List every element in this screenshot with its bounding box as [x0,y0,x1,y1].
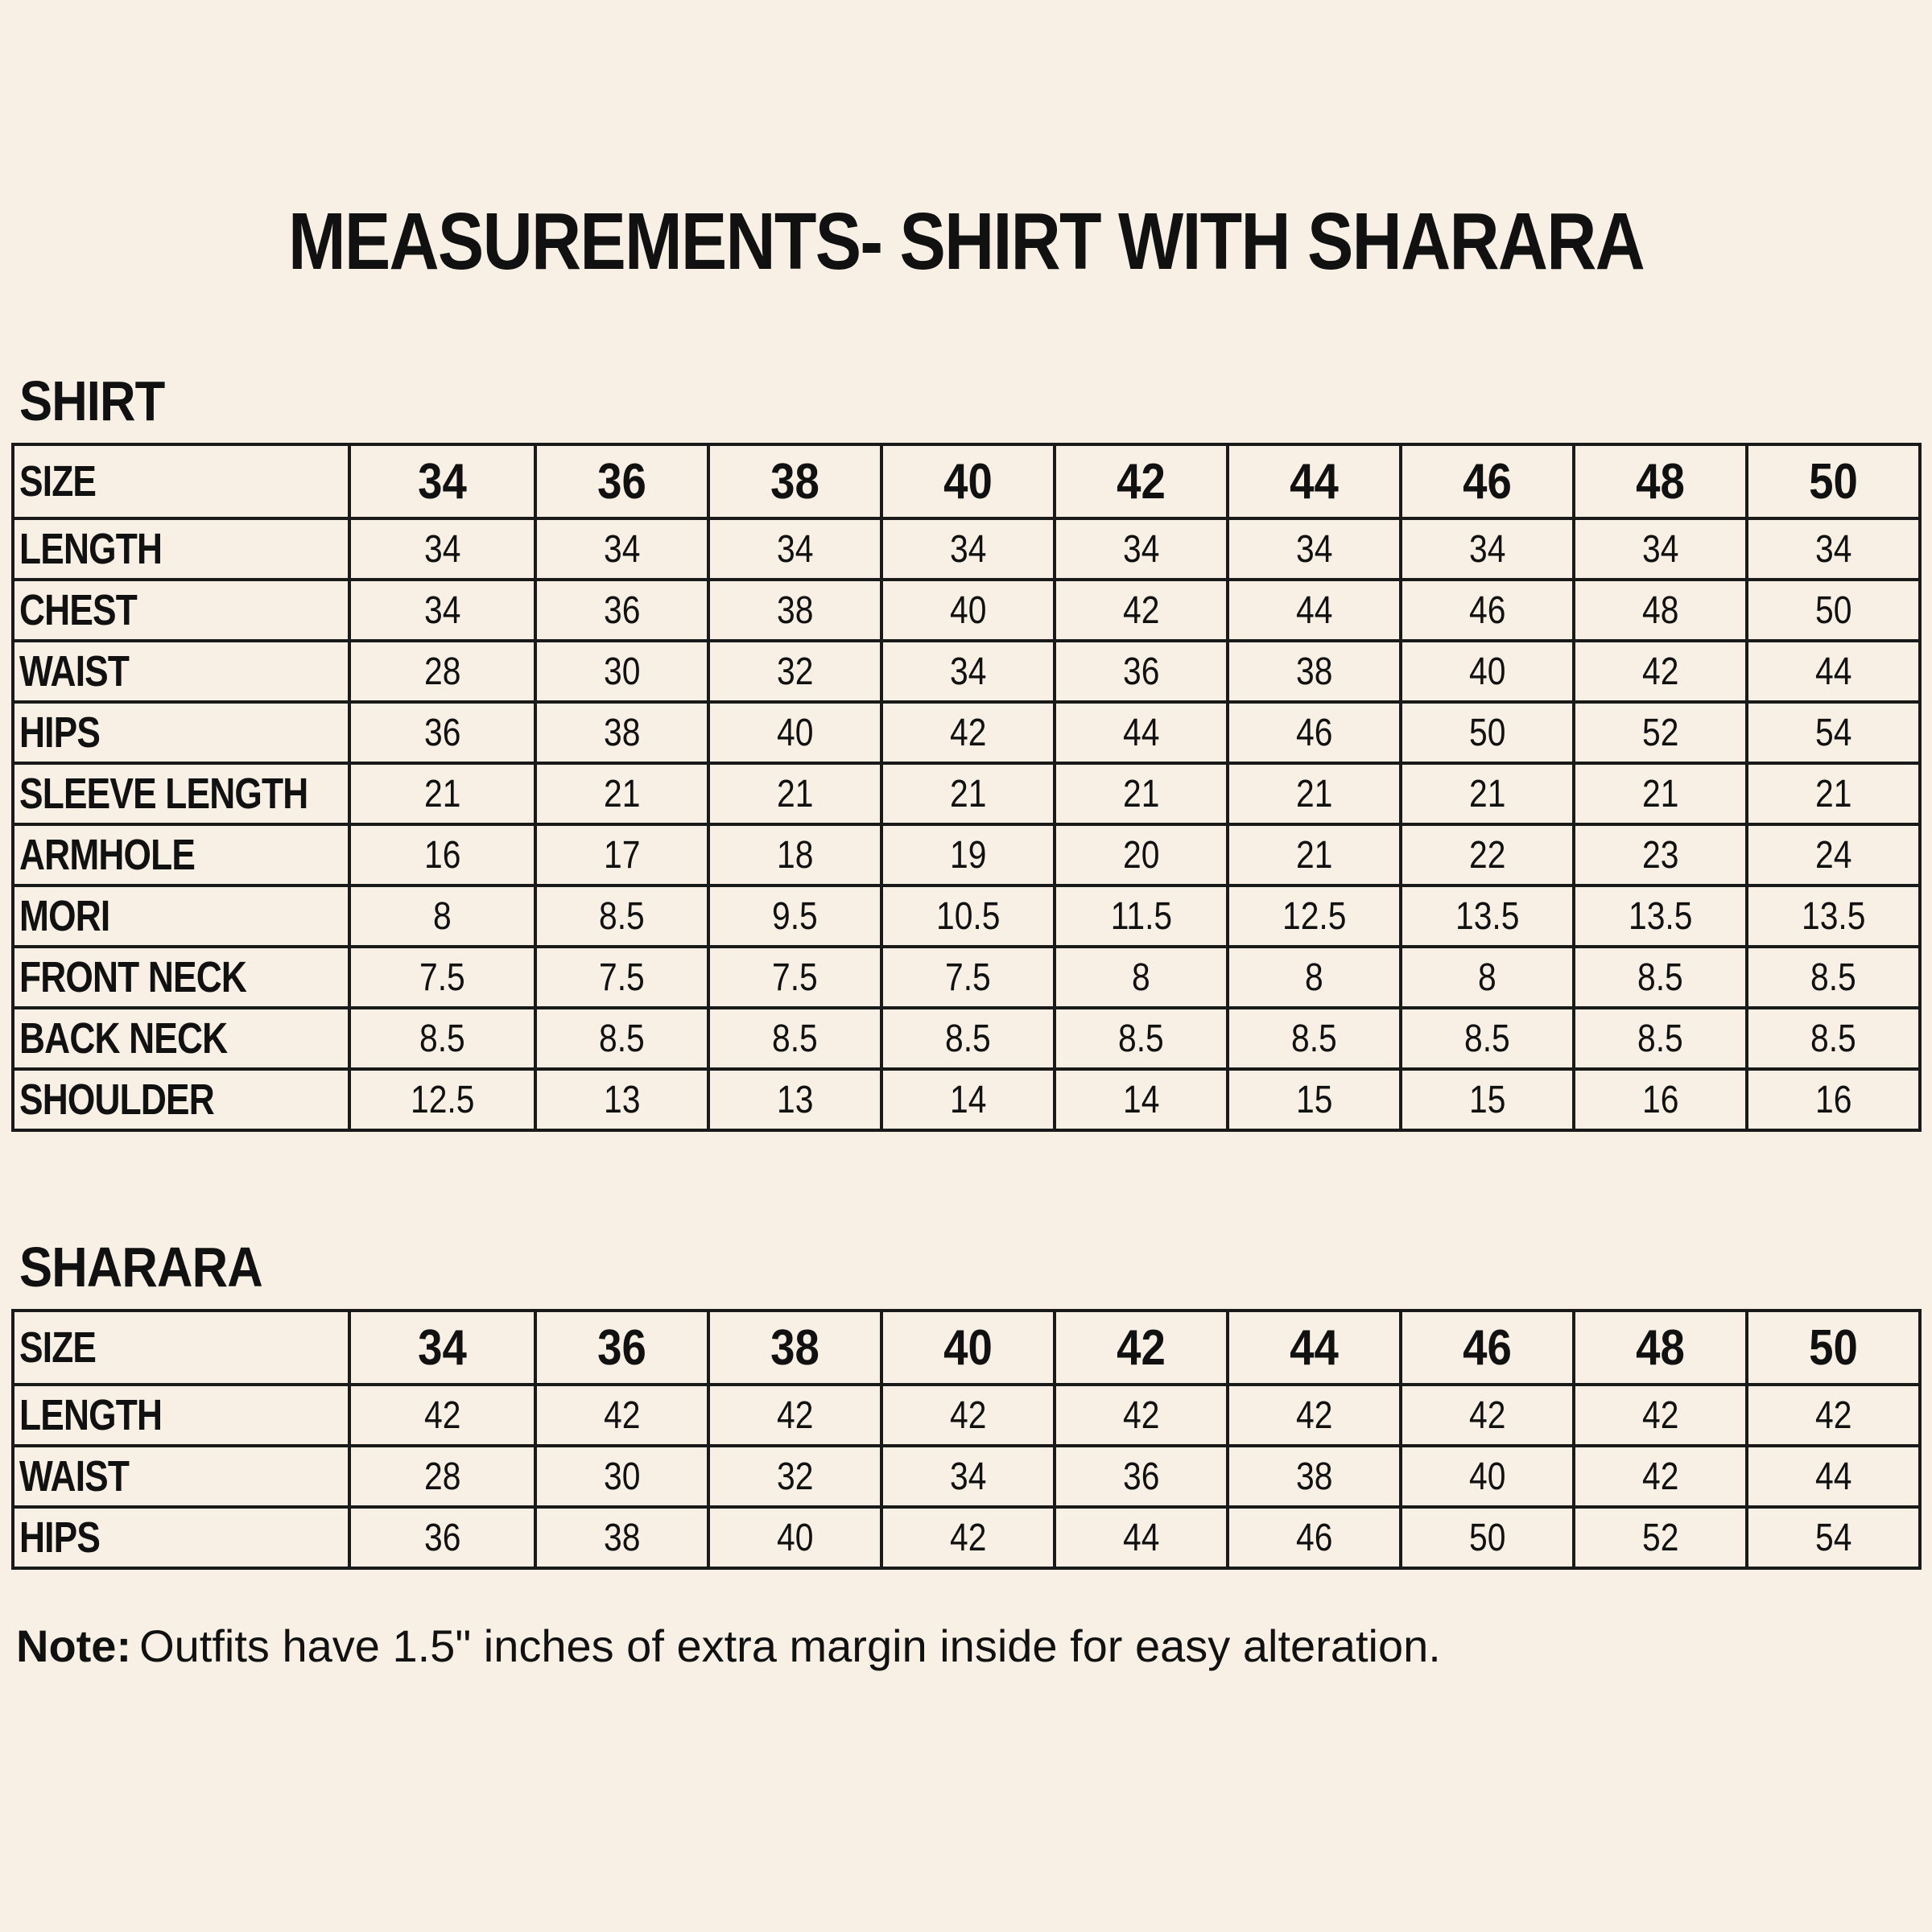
measurement-value: 46 [1228,702,1401,763]
measurement-value: 42 [1055,1385,1228,1446]
measurement-value: 40 [1401,641,1574,702]
measurement-value: 48 [1574,580,1747,641]
table-row [13,1008,1920,1069]
table-row [13,1069,1920,1130]
size-column-header: 38 [708,1311,881,1385]
measurement-value: 21 [881,763,1055,824]
size-column-header: 46 [1401,444,1574,518]
table-row [13,886,1920,947]
table-row [13,518,1920,580]
shirt-section-heading: SHIRT [19,369,165,432]
measurement-value: 8.5 [881,1008,1055,1069]
measurement-value: 8.5 [1747,1008,1920,1069]
measurement-value: 8.5 [1401,1008,1574,1069]
measurement-value: 8.5 [1228,1008,1401,1069]
measurement-value: 42 [535,1385,708,1446]
measurement-value: 18 [708,824,881,886]
alteration-note [16,1618,1441,1674]
measurement-value: 46 [1228,1507,1401,1568]
table-row [13,763,1920,824]
measurement-label: FRONT NECK [13,947,349,1008]
measurement-label: LENGTH [13,1385,349,1446]
size-column-header: 38 [708,444,881,518]
measurement-value: 42 [1401,1385,1574,1446]
measurement-value: 42 [881,702,1055,763]
measurement-value: 21 [708,763,881,824]
measurement-value: 44 [1747,641,1920,702]
measurement-value: 34 [349,518,535,580]
measurement-value: 28 [349,641,535,702]
table-row [13,580,1920,641]
measurement-value: 13 [535,1069,708,1130]
measurement-value: 40 [881,580,1055,641]
measurement-value: 21 [1401,763,1574,824]
size-column-header: 46 [1401,1311,1574,1385]
measurement-value: 34 [881,641,1055,702]
measurement-value: 40 [1401,1446,1574,1507]
measurement-value: 21 [349,763,535,824]
measurement-value: 8.5 [1574,947,1747,1008]
measurement-value: 36 [349,1507,535,1568]
measurement-value: 50 [1401,1507,1574,1568]
size-column-header: 48 [1574,1311,1747,1385]
measurement-value: 8.5 [349,1008,535,1069]
table-header-row [13,1311,1920,1385]
measurement-value: 34 [535,518,708,580]
measurement-value: 34 [1574,518,1747,580]
measurement-label: WAIST [13,641,349,702]
measurement-value: 10.5 [881,886,1055,947]
table-row [13,1446,1920,1507]
measurement-value: 42 [349,1385,535,1446]
measurement-value: 52 [1574,702,1747,763]
measurement-value: 7.5 [708,947,881,1008]
size-column-header: 36 [535,444,708,518]
measurement-value: 19 [881,824,1055,886]
measurement-value: 11.5 [1055,886,1228,947]
note-label: Note: [16,1620,132,1671]
measurement-value: 38 [1228,641,1401,702]
measurement-value: 13.5 [1747,886,1920,947]
measurement-value: 12.5 [349,1069,535,1130]
measurement-value: 8.5 [535,886,708,947]
measurement-value: 54 [1747,702,1920,763]
measurement-value: 36 [1055,641,1228,702]
table-row [13,702,1920,763]
shirt-size-table [11,443,1922,1132]
measurement-label: ARMHOLE [13,824,349,886]
measurement-value: 42 [1055,580,1228,641]
measurement-value: 21 [1747,763,1920,824]
measurement-value: 42 [881,1385,1055,1446]
measurement-value: 40 [708,1507,881,1568]
measurement-value: 8.5 [1055,1008,1228,1069]
measurement-value: 44 [1747,1446,1920,1507]
measurement-label: WAIST [13,1446,349,1507]
measurement-value: 7.5 [535,947,708,1008]
measurement-value: 13 [708,1069,881,1130]
measurement-value: 34 [1401,518,1574,580]
size-column-header: 40 [881,1311,1055,1385]
measurement-value: 40 [708,702,881,763]
table-row [13,1507,1920,1568]
measurement-value: 42 [1747,1385,1920,1446]
size-column-header: 50 [1747,444,1920,518]
measurement-value: 16 [349,824,535,886]
measurement-label: HIPS [13,702,349,763]
measurement-value: 14 [1055,1069,1228,1130]
measurement-value: 8.5 [1574,1008,1747,1069]
measurement-value: 14 [881,1069,1055,1130]
measurement-value: 32 [708,641,881,702]
measurement-value: 44 [1055,702,1228,763]
measurement-value: 13.5 [1401,886,1574,947]
measurement-value: 30 [535,1446,708,1507]
measurement-value: 42 [1574,641,1747,702]
measurement-value: 8.5 [1747,947,1920,1008]
measurement-value: 12.5 [1228,886,1401,947]
measurement-value: 9.5 [708,886,881,947]
measurement-value: 38 [535,702,708,763]
measurement-value: 8 [1401,947,1574,1008]
measurement-value: 34 [1055,518,1228,580]
sharara-section-heading: SHARARA [19,1236,262,1298]
measurement-value: 42 [881,1507,1055,1568]
measurement-value: 8 [349,886,535,947]
size-column-header: 34 [349,1311,535,1385]
size-column-header: 48 [1574,444,1747,518]
measurement-value: 34 [349,580,535,641]
measurement-value: 42 [708,1385,881,1446]
table-row [13,824,1920,886]
page-title: MEASUREMENTS- SHIRT WITH SHARARA [287,196,1645,287]
measurement-value: 15 [1401,1069,1574,1130]
measurement-value: 36 [1055,1446,1228,1507]
note-text: Outfits have 1.5" inches of extra margin inside for easy alteration. [139,1620,1441,1671]
measurement-value: 21 [1574,763,1747,824]
measurement-value: 30 [535,641,708,702]
measurement-value: 21 [535,763,708,824]
measurement-value: 28 [349,1446,535,1507]
measurement-label: SHOULDER [13,1069,349,1130]
measurement-label: MORI [13,886,349,947]
measurement-value: 50 [1401,702,1574,763]
measurement-label: BACK NECK [13,1008,349,1069]
measurement-value: 42 [1574,1446,1747,1507]
table-header-row [13,444,1920,518]
measurement-value: 32 [708,1446,881,1507]
table-row [13,641,1920,702]
measurement-value: 7.5 [881,947,1055,1008]
measurement-value: 21 [1055,763,1228,824]
measurement-value: 34 [1747,518,1920,580]
measurement-label: SLEEVE LENGTH [13,763,349,824]
measurement-value: 54 [1747,1507,1920,1568]
measurement-value: 23 [1574,824,1747,886]
measurement-value: 44 [1055,1507,1228,1568]
measurement-value: 36 [535,580,708,641]
measurement-value: 46 [1401,580,1574,641]
measurement-value: 15 [1228,1069,1401,1130]
size-row-label: SIZE [13,1311,349,1385]
measurement-value: 42 [1228,1385,1401,1446]
measurement-value: 17 [535,824,708,886]
measurement-value: 21 [1228,824,1401,886]
size-column-header: 44 [1228,444,1401,518]
size-column-header: 44 [1228,1311,1401,1385]
measurement-value: 34 [881,1446,1055,1507]
measurement-value: 21 [1228,763,1401,824]
size-column-header: 50 [1747,1311,1920,1385]
measurement-label: LENGTH [13,518,349,580]
measurement-value: 8.5 [535,1008,708,1069]
measurement-value: 34 [881,518,1055,580]
measurement-value: 16 [1747,1069,1920,1130]
table-row [13,947,1920,1008]
size-column-header: 40 [881,444,1055,518]
measurement-value: 34 [1228,518,1401,580]
measurement-value: 8.5 [708,1008,881,1069]
measurement-value: 38 [1228,1446,1401,1507]
measurement-value: 42 [1574,1385,1747,1446]
measurement-value: 44 [1228,580,1401,641]
measurement-value: 16 [1574,1069,1747,1130]
measurement-value: 8 [1055,947,1228,1008]
measurement-value: 13.5 [1574,886,1747,947]
measurement-value: 7.5 [349,947,535,1008]
size-column-header: 36 [535,1311,708,1385]
measurement-label: HIPS [13,1507,349,1568]
size-row-label: SIZE [13,444,349,518]
measurement-value: 24 [1747,824,1920,886]
measurement-value: 34 [708,518,881,580]
measurement-value: 20 [1055,824,1228,886]
size-column-header: 42 [1055,444,1228,518]
measurement-value: 52 [1574,1507,1747,1568]
measurement-value: 22 [1401,824,1574,886]
measurement-value: 36 [349,702,535,763]
measurement-label: CHEST [13,580,349,641]
size-column-header: 42 [1055,1311,1228,1385]
measurement-value: 50 [1747,580,1920,641]
measurement-value: 38 [708,580,881,641]
sharara-size-table [11,1309,1922,1570]
table-row [13,1385,1920,1446]
size-column-header: 34 [349,444,535,518]
measurement-value: 8 [1228,947,1401,1008]
measurement-value: 38 [535,1507,708,1568]
